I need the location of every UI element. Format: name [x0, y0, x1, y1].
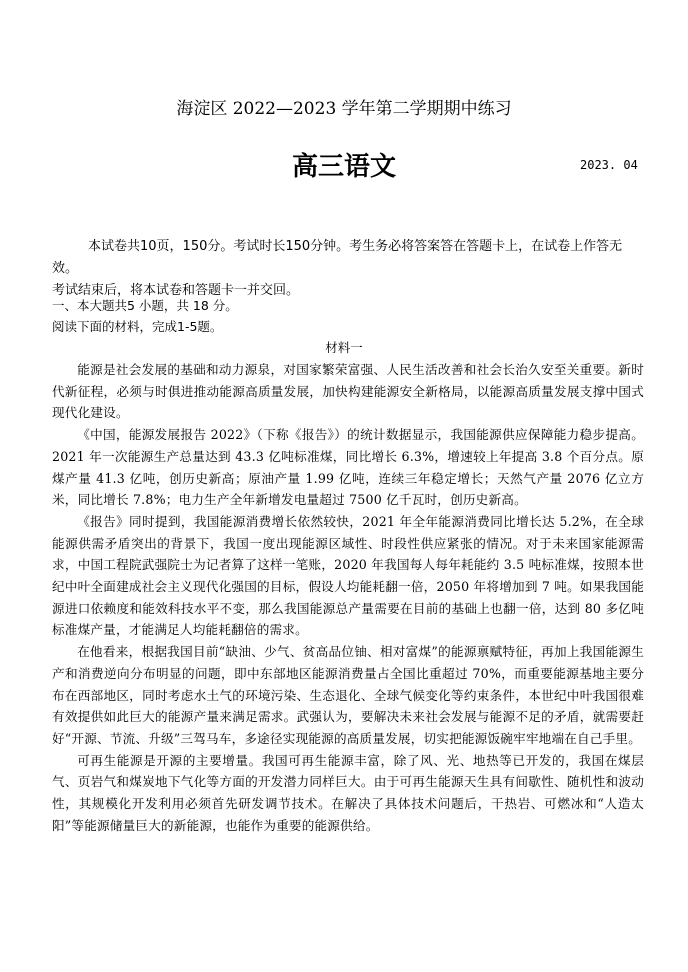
paragraph: 《中国，能源发展报告 2022》（下称《报告》）的统计数据显示，我国能源供应保障能力稳步提高。2021 年一次能源生产总量达到 43.3 亿吨标准煤，同比增长 6.3%，增速较上年提高 3.8 个百分点。原煤产量 41.3 亿吨，创历史新高；原油产量 1.99 亿吨，连续三年稳定增长；天然气产量 2076 亿立方米，同比增长 7.8%；电力生产全年新增发电量超过 7500 亿千瓦时，创历史新高。: [52, 427, 644, 508]
section-heading: 一、本大题共5 小题，共 18 分。: [52, 298, 238, 313]
subject-title: 高三语文: [291, 152, 396, 182]
paragraph: 《报告》同时提到，我国能源消费增长依然较快，2021 年全年能源消费同比增长达 5.2%，在全球能源供需矛盾突出的背景下，我国一度出现能源区域性、时段性供应紧张的情况。对于未来国家能源需求，中国工程院武强院士为记者算了这样一笔账，2020 年我国每人每年耗能约 3.5 吨标准煤，按照本世纪中叶全面建成社会主义现代化强国的目标，假设人均能耗翻一倍，2050 年将增加到 7 吨。如果我国能源进口依赖度和能效科技水平不变，那么我国能源总产量需要在目前的基础上也翻一倍，达到 80 多亿吨标准煤产量，才能满足人均能耗翻倍的需求。: [52, 513, 644, 638]
section-instruction: 阅读下面的材料，完成1-5题。: [52, 319, 223, 334]
paragraph: 在他看来，根据我国目前“缺油、少气、贫高品位铀、相对富煤”的能源禀赋特征，再加上我国能源生产和消费逆向分布明显的问题，即中东部地区能源消费量占全国比重超过 70%，而重要能源基地主要分布在西部地区，同时考虑水土气的环境污染、生态退化、全球气候变化等约束条件，本世纪中叶我国很难有效提供如此巨大的能源产量来满足需求。武强认为，要解决未来社会发展与能源不足的矛盾，就需要赶好“开源、节流、升级”三驾马车，多途径实现能源的高质量发展，切实把能源饭碗牢牢地端在自己手里。: [52, 644, 644, 746]
instructions-line-2: 考试结束后，将本试卷和答题卡一并交回。: [52, 283, 300, 298]
instructions-line-1: 本试卷共10页，150分。考试时长150分钟。考生务必将答案答在答题卡上，在试卷上作答无效。: [52, 239, 623, 276]
material-title: 材料一: [325, 340, 363, 355]
exam-date: 2023. 04: [580, 158, 638, 172]
paragraph: 能源是社会发展的基础和动力源泉，对国家繁荣富强、人民生活改善和社会长治久安至关重要。新时代新征程，必须与时俱进推动能源高质量发展，加快构建能源安全新格局，以能源高质量发展支撑中国式现代化建设。: [52, 362, 644, 421]
material-body: [52, 359, 644, 836]
exam-instructions: [52, 236, 642, 302]
paragraph: 可再生能源是开源的主要增量。我国可再生能源丰富，除了风、光、地热等已开发的，我国在煤层气、页岩气和煤炭地下气化等方面的开发潜力同样巨大。由于可再生能源天生具有间歇性、随机性和波动性，其规模化开发利用必须首先研发调节技术。在解决了具体技术问题后，干热岩、可燃冰和“人造太阳”等能源储量巨大的新能源，也能作为重要的能源供给。: [52, 752, 644, 833]
exam-title: 海淀区 2022—2023 学年第二学期期中练习: [176, 99, 512, 119]
